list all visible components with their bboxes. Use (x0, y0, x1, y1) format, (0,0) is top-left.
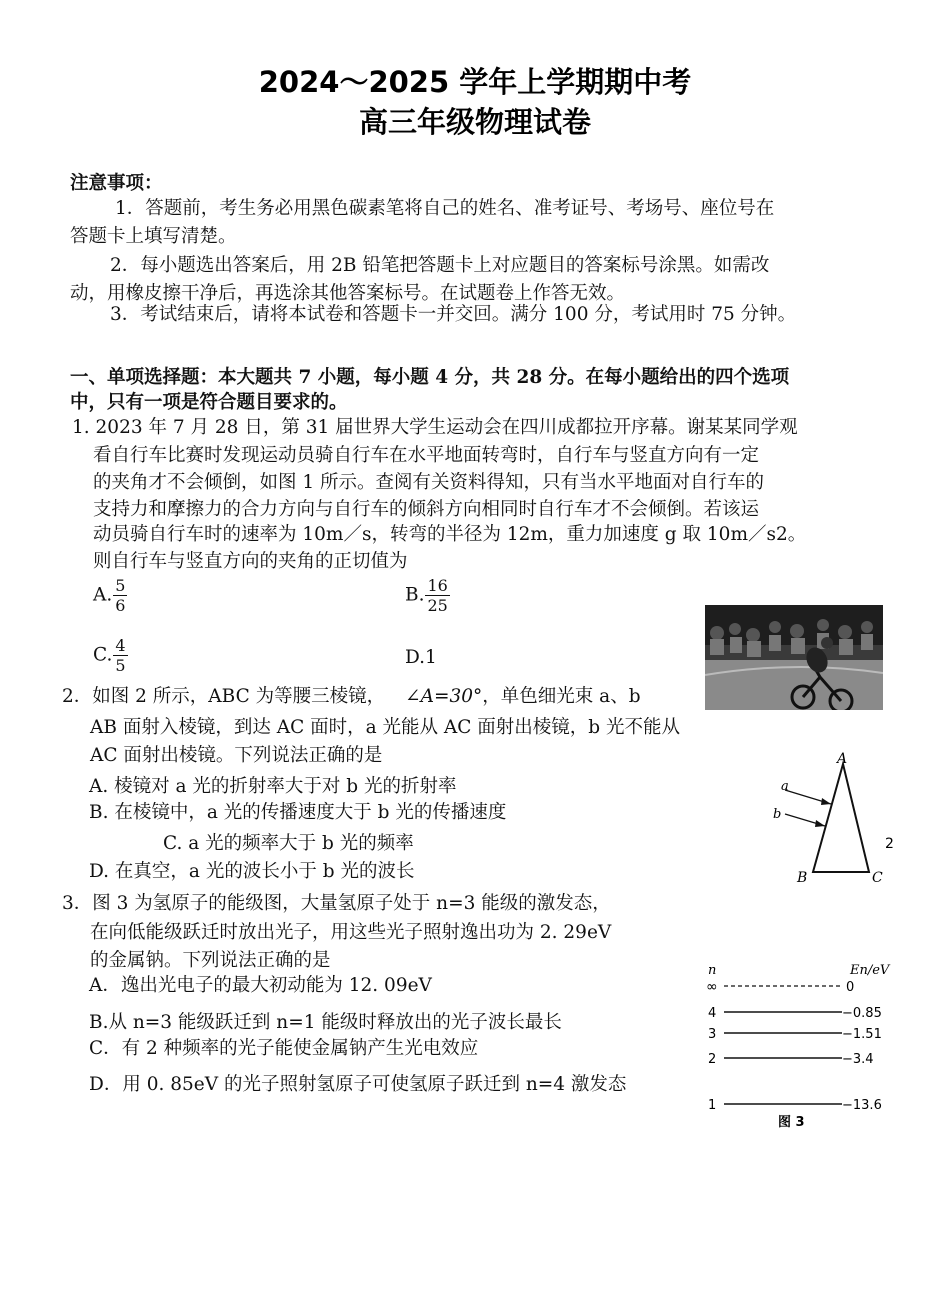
n-axis-label: n (708, 963, 717, 978)
section1-heading-line1: 一、单项选择题：本大题共 7 小题，每小题 4 分，共 28 分。在每小题给出的四个选项 (70, 367, 790, 388)
vertex-a-label: A (837, 751, 848, 767)
level-2-n: 2 (708, 1052, 717, 1067)
q1-line3: 的夹角才不会倾倒，如图 1 所示。查阅有关资料得知，只有当水平地面对自行车的 (93, 472, 765, 493)
q3-line1: 3．图 3 为氢原子的能级图，大量氢原子处于 n=3 能级的激发态， (62, 893, 611, 914)
q2-line1 (62, 683, 641, 710)
q3-option-a: A．逸出光电子的最大初动能为 12. 09eV (89, 975, 432, 996)
q1-option-b (405, 576, 450, 615)
figure1-cyclist-photo (705, 605, 883, 710)
ray-b-label: b (773, 807, 782, 822)
page-title-line1: 2024～2025 学年上学期期中考 (258, 65, 692, 99)
q3-option-d: D．用 0. 85eV 的光子照射氢原子可使氢原子跃迁到 n=4 激发态 (89, 1074, 627, 1095)
q2-option-a: A. 棱镜对 a 光的折射率大于对 b 光的折射率 (89, 776, 457, 797)
level-4-e: −0.85 (842, 1006, 882, 1021)
note-2-line1: 2．每小题选出答案后，用 2B 铅笔把答题卡上对应题目的答案标号涂黑。如需改 (110, 255, 770, 276)
fraction-denominator: 25 (427, 596, 448, 615)
q2-line3: AC 面射出棱镜。下列说法正确的是 (90, 745, 383, 766)
level-4-n: 4 (708, 1006, 717, 1021)
q1-line6: 则自行车与竖直方向的夹角的正切值为 (93, 551, 408, 572)
q3-option-b: B.从 n=3 能级跃迁到 n=1 能级时释放出的光子波长最长 (89, 1012, 562, 1033)
fraction-numerator: 4 (115, 636, 126, 655)
note-3: 3．考试结束后，请将本试卷和答题卡一并交回。满分 100 分，考试用时 75 分钟。 (110, 304, 797, 325)
q1-option-c (93, 636, 128, 675)
level-1-n: 1 (708, 1098, 717, 1113)
cyclist-image (705, 605, 883, 710)
q1-line1: 1. 2023 年 7 月 28 日，第 31 届世界大学生运动会在四川成都拉开序幕。谢某某同学观 (72, 417, 798, 438)
q2-option-d: D. 在真空，a 光的波长小于 b 光的波长 (89, 861, 415, 882)
figure2-prism (765, 748, 895, 884)
vertex-b-label: B (797, 870, 808, 884)
q1-option-a (93, 576, 127, 615)
level-3-e: −1.51 (842, 1027, 882, 1042)
q2-option-c: C. a 光的频率大于 b 光的频率 (163, 833, 414, 854)
ray-a-label: a (781, 779, 789, 794)
q2-line1-text: 2．如图 2 所示，ABC 为等腰三棱镜， (62, 686, 386, 707)
figure3-energy-levels (700, 960, 900, 1130)
note-1-line1: 1．答题前，考生务必用黑色碳素笔将自己的姓名、准考证号、考场号、座位号在 (115, 198, 775, 219)
fraction-denominator: 6 (115, 596, 126, 615)
q3-option-c: C．有 2 种频率的光子能使金属钠产生光电效应 (89, 1038, 479, 1059)
figure3-caption: 图 3 (778, 1115, 805, 1130)
q1-line5: 动员骑自行车时的速率为 10m／s，转弯的半径为 12m，重力加速度 g 取 10m／s2。 (93, 524, 807, 545)
q1-option-a-fraction (113, 576, 127, 615)
level-inf-e: 0 (846, 980, 855, 995)
q1-option-a-label: A. (93, 584, 113, 606)
energy-axis-label: En/eV (850, 963, 890, 978)
level-2-e: −3.4 (842, 1052, 874, 1067)
note-2-line2: 动，用橡皮擦干净后，再选涂其他答案标号。在试题卷上作答无效。 (70, 283, 626, 304)
level-inf-n: ∞ (706, 979, 718, 995)
level-1-e: −13.6 (842, 1098, 882, 1113)
notes-heading: 注意事项： (70, 173, 163, 194)
q1-option-b-label: B. (405, 584, 425, 606)
q1-option-d: D.1 (405, 647, 437, 668)
energy-level-diagram (700, 960, 900, 1130)
q1-option-b-fraction (425, 576, 449, 615)
vertex-c-label: C (872, 870, 883, 884)
level-3-n: 3 (708, 1027, 717, 1042)
q3-line3: 的金属钠。下列说法正确的是 (90, 950, 331, 971)
q1-option-c-fraction (113, 636, 127, 675)
q1-line2: 看自行车比赛时发现运动员骑自行车在水平地面转弯时，自行车与竖直方向有一定 (93, 445, 760, 466)
q2-line1-tail: ，单色细光束 a、b (482, 686, 641, 707)
fraction-numerator: 16 (427, 576, 448, 595)
prism-diagram (765, 748, 895, 884)
q1-line4: 支持力和摩擦力的合力方向与自行车的倾斜方向相同时自行车才不会倾倒。若该运 (93, 499, 760, 520)
section1-heading-line2: 中，只有一项是符合题目要求的。 (70, 392, 348, 413)
q3-line2: 在向低能级跃迁时放出光子，用这些光子照射逸出功为 2. 29eV (90, 922, 612, 943)
page-title-line2: 高三年级物理试卷 (358, 105, 591, 139)
q2-option-b: B. 在棱镜中，a 光的传播速度大于 b 光的传播速度 (89, 802, 507, 823)
edge-label: 2 (885, 836, 894, 852)
fraction-denominator: 5 (115, 656, 126, 675)
fraction-numerator: 5 (115, 576, 126, 595)
q1-option-c-label: C. (93, 644, 113, 666)
q2-line2: AB 面射入棱镜，到达 AC 面时，a 光能从 AC 面射出棱镜，b 光不能从 (90, 717, 681, 738)
note-1-line2: 答题卡上填写清楚。 (70, 226, 237, 247)
prism-triangle (813, 764, 869, 872)
q2-angle: ∠A=30° (405, 686, 483, 707)
